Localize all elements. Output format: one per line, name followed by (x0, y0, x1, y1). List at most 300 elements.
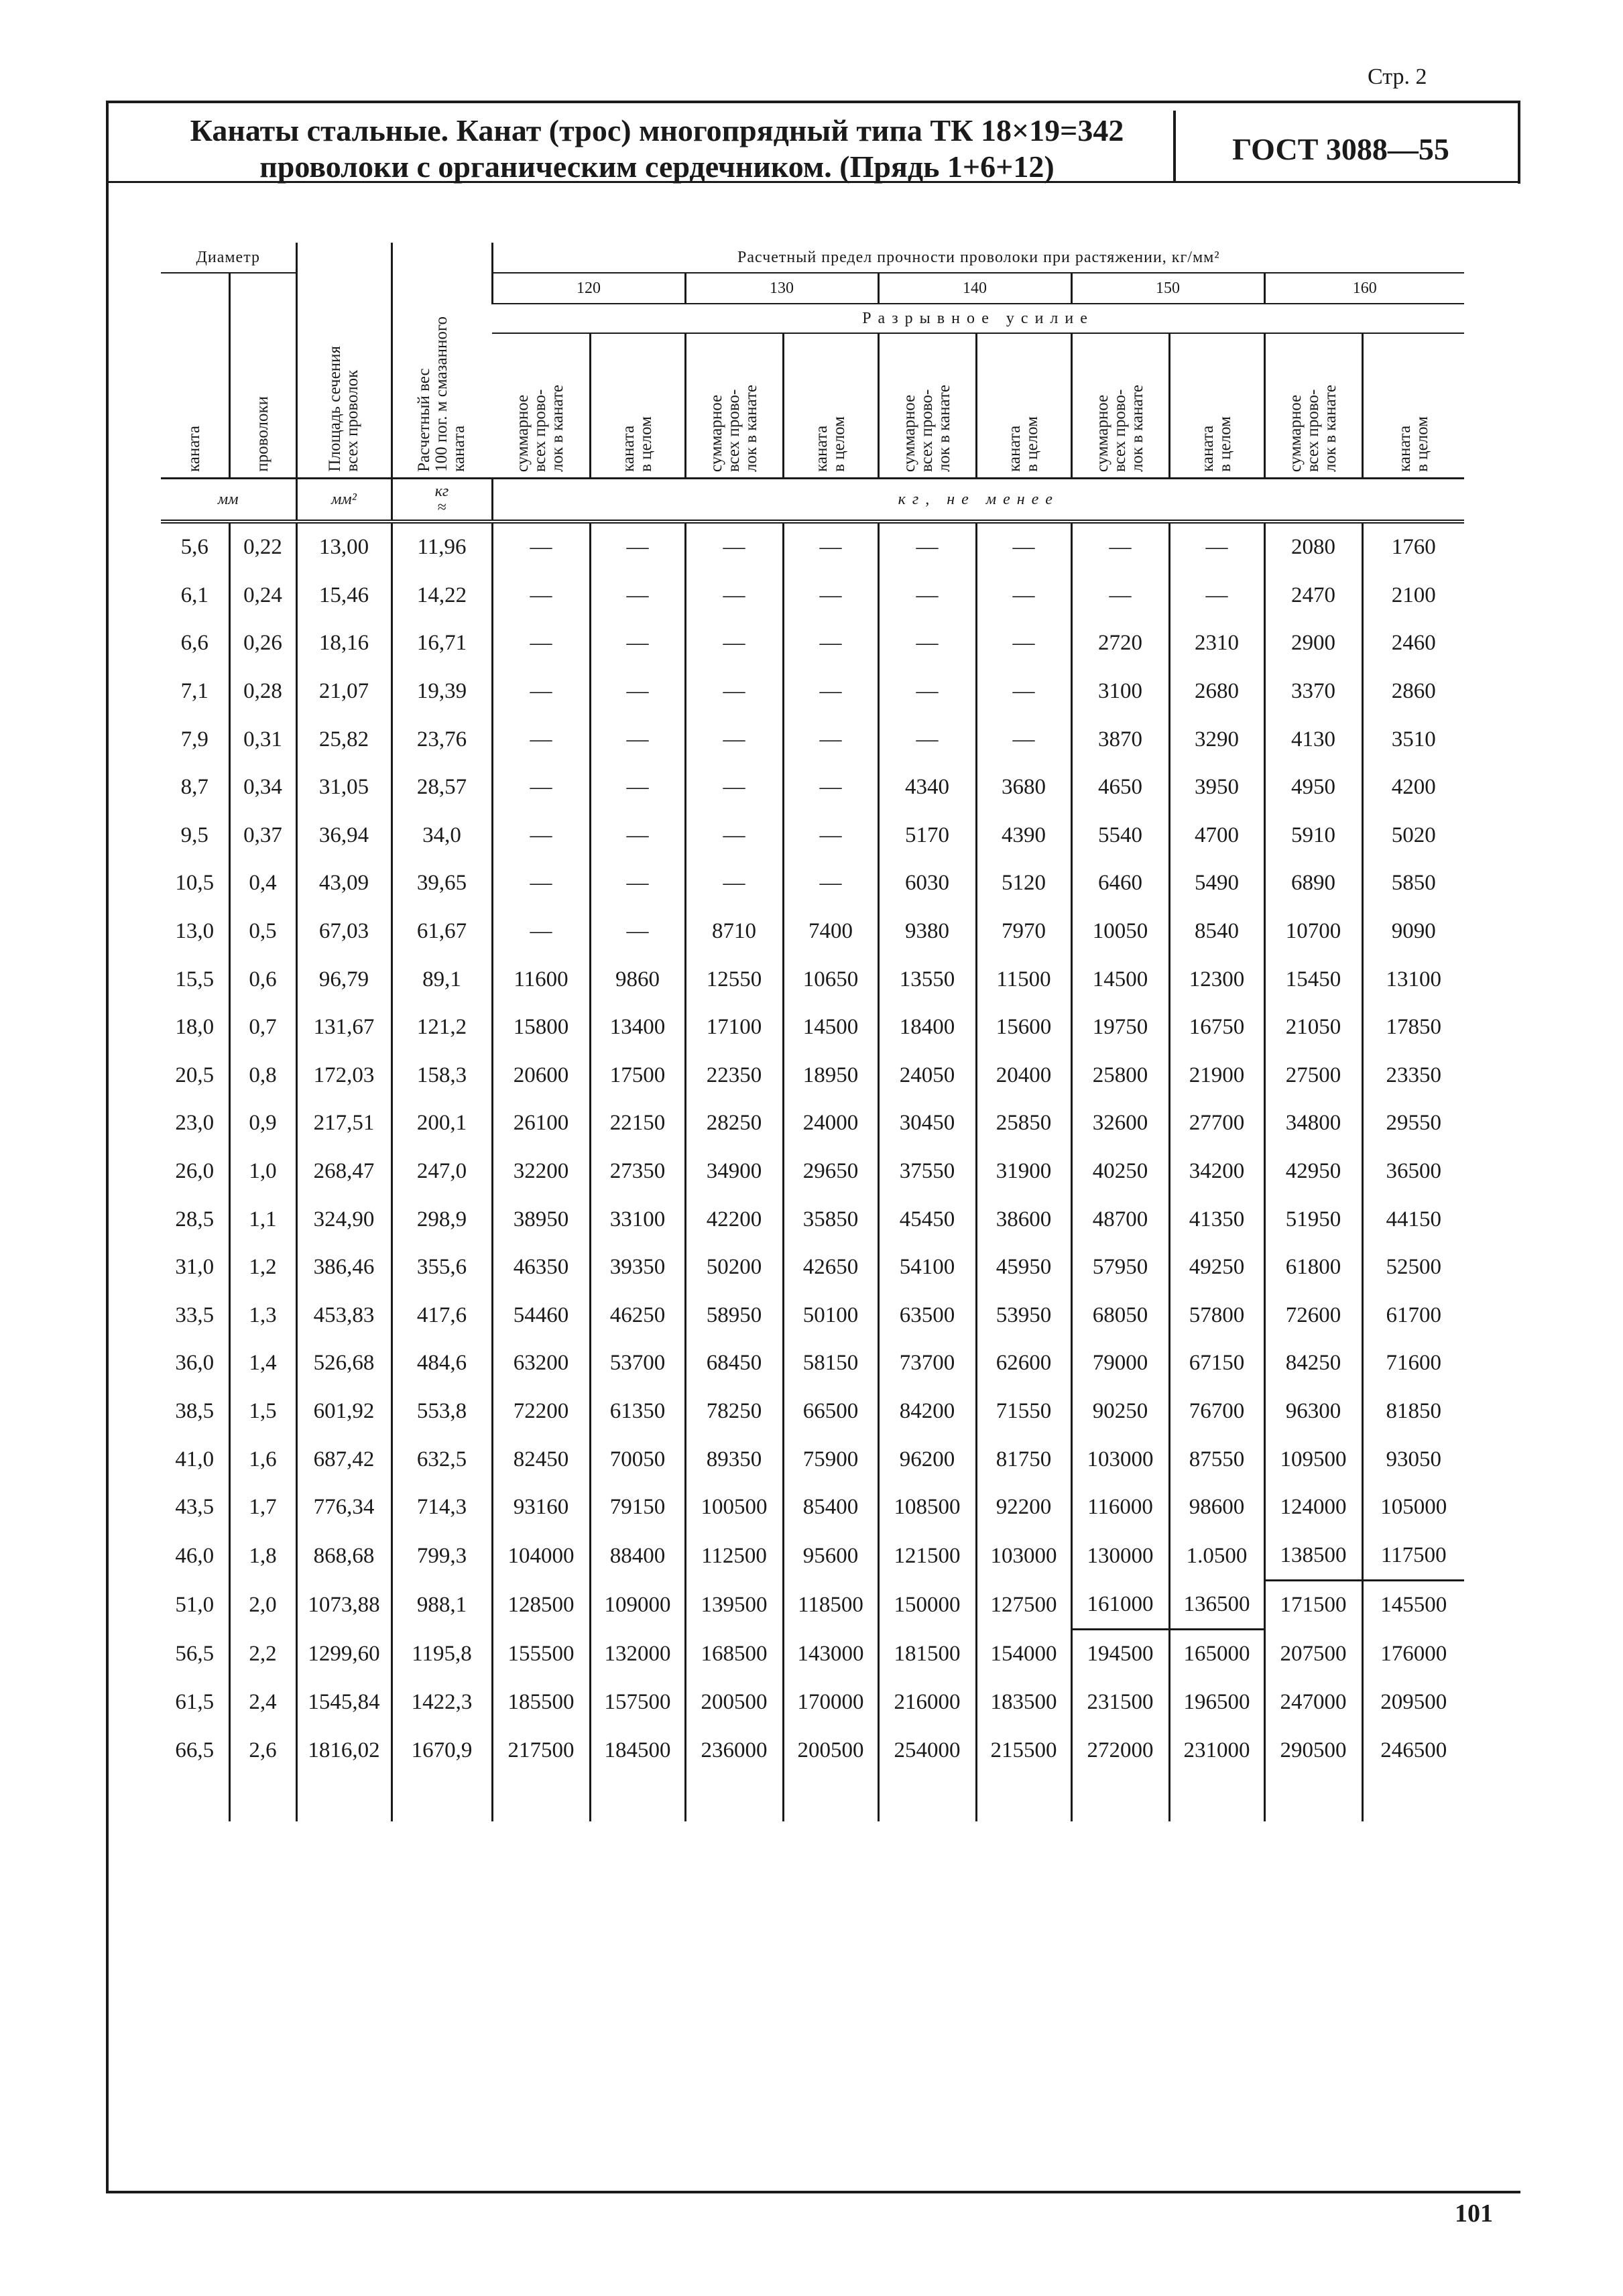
table-tail-row (161, 1774, 1464, 1821)
table-cell: 32600 (1071, 1099, 1169, 1148)
wire-diameter-header: проволоки (229, 273, 296, 479)
table-cell: 0,24 (229, 572, 296, 620)
table-cell: 37550 (878, 1148, 976, 1196)
table-cell-empty (590, 1774, 685, 1821)
table-cell: 57800 (1169, 1292, 1264, 1340)
table-cell: 20600 (492, 1052, 590, 1100)
table-cell: — (976, 522, 1071, 572)
table-cell: 118500 (783, 1581, 878, 1630)
table-cell: 78250 (685, 1388, 783, 1436)
table-cell: 200500 (685, 1679, 783, 1727)
table-cell: 170000 (783, 1679, 878, 1727)
table-cell: 161000 (1071, 1581, 1169, 1630)
table-cell: — (685, 715, 783, 764)
table-cell: 1,1 (229, 1195, 296, 1244)
table-cell: 112500 (685, 1531, 783, 1580)
table-cell: — (1169, 572, 1264, 620)
table-cell: — (1071, 522, 1169, 572)
table-cell: 868,68 (296, 1531, 392, 1580)
table-cell: 34200 (1169, 1148, 1264, 1196)
table-cell: 72600 (1264, 1292, 1362, 1340)
table-cell: — (492, 715, 590, 764)
table-cell: — (492, 812, 590, 860)
table-cell: 27350 (590, 1148, 685, 1196)
table-cell: 231500 (1071, 1679, 1169, 1727)
table-cell: 15,46 (296, 572, 392, 620)
table-row (161, 764, 1464, 812)
table-cell: 56,5 (175, 1641, 215, 1666)
grade-150: 150 (1071, 273, 1264, 304)
table-cell: 165000 (1169, 1630, 1264, 1679)
table-row (161, 715, 1464, 764)
table-cell: 16,71 (392, 619, 492, 668)
table-cell: 79000 (1071, 1339, 1169, 1388)
table-cell: 0,4 (229, 859, 296, 908)
table-cell: 34900 (685, 1148, 783, 1196)
table-cell: 184500 (590, 1726, 685, 1774)
table-cell: 54460 (492, 1292, 590, 1340)
table-cell: 71550 (976, 1388, 1071, 1436)
page-label: Стр. 2 (1368, 64, 1427, 89)
table-cell: 355,6 (392, 1244, 492, 1292)
table-cell: 36,94 (296, 812, 392, 860)
table-cell: 71600 (1362, 1339, 1464, 1388)
table-cell: 108500 (878, 1484, 976, 1532)
table-cell: 5020 (1362, 812, 1464, 860)
table-cell: 0,8 (229, 1052, 296, 1100)
document-title: Канаты стальные. Канат (трос) многопрядный типа ТК 18×19=342 проволоки с органическим сердечником. (Прядь 1+6+12) (190, 113, 1124, 184)
table-cell: 1,0 (229, 1148, 296, 1196)
page-frame-right (1518, 101, 1520, 184)
table-cell: 28,57 (392, 764, 492, 812)
table-cell: — (590, 812, 685, 860)
table-cell: 128500 (492, 1581, 590, 1630)
table-cell: 0,34 (229, 764, 296, 812)
table-cell: 23350 (1362, 1052, 1464, 1100)
table-cell: 176000 (1362, 1630, 1464, 1679)
table-cell: 5120 (976, 859, 1071, 908)
table-cell: 124000 (1264, 1484, 1362, 1532)
table-cell: 13,0 (175, 919, 215, 944)
table-cell: — (878, 619, 976, 668)
table-cell: 1545,84 (296, 1679, 392, 1727)
total-wires-header-150: суммарное всех прово- лок в канате (1071, 333, 1169, 479)
table-cell: 87550 (1169, 1435, 1264, 1484)
rope-diameter-header: каната (161, 273, 229, 479)
table-cell: 5850 (1362, 859, 1464, 908)
table-cell: 1,3 (229, 1292, 296, 1340)
rope-whole-header-160: каната в целом (1362, 333, 1464, 479)
table-row (161, 1630, 1464, 1679)
table-cell: — (1071, 572, 1169, 620)
table-cell: 96,79 (296, 955, 392, 1004)
table-cell: — (976, 668, 1071, 716)
table-cell-empty (783, 1774, 878, 1821)
table-cell: 4200 (1362, 764, 1464, 812)
table-cell: 72200 (492, 1388, 590, 1436)
table-cell: 76700 (1169, 1388, 1264, 1436)
table-cell: 687,42 (296, 1435, 392, 1484)
table-cell: 2,4 (229, 1679, 296, 1727)
table-cell: 9860 (590, 955, 685, 1004)
table-cell: 6,6 (180, 631, 208, 656)
table-cell: — (783, 572, 878, 620)
table-cell: 82450 (492, 1435, 590, 1484)
table-cell: — (590, 908, 685, 956)
table-cell: 5,6 (180, 535, 208, 560)
table-cell: — (685, 619, 783, 668)
table-cell: — (685, 859, 783, 908)
table-cell: 40250 (1071, 1148, 1169, 1196)
table-cell: 24050 (878, 1052, 976, 1100)
table-cell-empty (1169, 1774, 1264, 1821)
table-cell: 8,7 (180, 775, 208, 800)
table-cell: 33100 (590, 1195, 685, 1244)
table-cell: 3510 (1362, 715, 1464, 764)
table-cell: 1422,3 (392, 1679, 492, 1727)
table-cell: 52500 (1362, 1244, 1464, 1292)
table-cell: 127500 (976, 1581, 1071, 1630)
table-cell: 51950 (1264, 1195, 1362, 1244)
table-cell: 116000 (1071, 1484, 1169, 1532)
table-cell: 25,82 (296, 715, 392, 764)
page-number: 101 (1455, 2199, 1493, 2228)
table-cell: 19,39 (392, 668, 492, 716)
table-cell: 196500 (1169, 1679, 1264, 1727)
table-cell: 90250 (1071, 1388, 1169, 1436)
table-cell: 66,5 (175, 1738, 215, 1762)
table-cell: 38600 (976, 1195, 1071, 1244)
table-cell: — (492, 572, 590, 620)
table-cell: 84250 (1264, 1339, 1362, 1388)
unit-diameter: мм (161, 479, 296, 522)
table-cell: — (783, 764, 878, 812)
table-cell: 58150 (783, 1339, 878, 1388)
table-cell: 0,28 (229, 668, 296, 716)
weight-header: Расчетный вес 100 пог. м смазанного каната (392, 243, 492, 479)
table-cell: — (783, 859, 878, 908)
table-cell: 3100 (1071, 668, 1169, 716)
table-cell: 3290 (1169, 715, 1264, 764)
table-cell: 526,68 (296, 1339, 392, 1388)
table-cell: — (783, 619, 878, 668)
table-cell: 22150 (590, 1099, 685, 1148)
table-row (161, 1339, 1464, 1388)
table-cell: — (685, 812, 783, 860)
table-cell: 24000 (783, 1099, 878, 1148)
table-cell: 6,1 (180, 583, 208, 607)
table-cell: 1760 (1362, 522, 1464, 572)
table-cell: 11500 (976, 955, 1071, 1004)
table-cell: 28,5 (175, 1207, 215, 1231)
table-cell: 103000 (976, 1531, 1071, 1580)
table-cell: 139500 (685, 1581, 783, 1630)
table-cell: 150000 (878, 1581, 976, 1630)
table-cell: 4950 (1264, 764, 1362, 812)
table-cell: 61,67 (392, 908, 492, 956)
table-cell: 601,92 (296, 1388, 392, 1436)
table-cell: 51,0 (175, 1592, 215, 1617)
table-cell: 172,03 (296, 1052, 392, 1100)
table-cell: 714,3 (392, 1484, 492, 1532)
table-cell: 6890 (1264, 859, 1362, 908)
table-cell: 386,46 (296, 1244, 392, 1292)
table-cell: 246500 (1362, 1726, 1464, 1774)
table-cell: 25850 (976, 1099, 1071, 1148)
table-cell: 39350 (590, 1244, 685, 1292)
table-cell: 84200 (878, 1388, 976, 1436)
table-cell: 79150 (590, 1484, 685, 1532)
table-cell: 92200 (976, 1484, 1071, 1532)
table-cell: 53950 (976, 1292, 1071, 1340)
table-cell: 13400 (590, 1004, 685, 1052)
table-cell: 216000 (878, 1679, 976, 1727)
breaking-force-header: Разрывное усилие (492, 304, 1464, 333)
page-frame-left (106, 101, 109, 2192)
table-cell: 67150 (1169, 1339, 1264, 1388)
table-cell: 2860 (1362, 668, 1464, 716)
table-row (161, 1195, 1464, 1244)
strength-header: Расчетный предел прочности проволоки при растяжении, кг/мм² (492, 243, 1464, 273)
table-cell: 3950 (1169, 764, 1264, 812)
table-cell: 298,9 (392, 1195, 492, 1244)
table-cell: 28250 (685, 1099, 783, 1148)
table-cell: 53700 (590, 1339, 685, 1388)
table-cell: — (685, 572, 783, 620)
table-row (161, 955, 1464, 1004)
table-cell: 2460 (1362, 619, 1464, 668)
table-cell: 42200 (685, 1195, 783, 1244)
table-cell: 61800 (1264, 1244, 1362, 1292)
table-cell: 9,5 (180, 823, 208, 847)
table-cell: 4390 (976, 812, 1071, 860)
table-cell: 130000 (1071, 1531, 1169, 1580)
table-cell: 48700 (1071, 1195, 1169, 1244)
table-cell: 18950 (783, 1052, 878, 1100)
table-cell: 1,8 (229, 1531, 296, 1580)
title-frame-top (106, 101, 1520, 103)
table-cell: 38,5 (175, 1398, 215, 1423)
table-cell: 9090 (1362, 908, 1464, 956)
table-cell-empty (1362, 1774, 1464, 1821)
table-cell: 453,83 (296, 1292, 392, 1340)
table-cell-empty (296, 1774, 392, 1821)
table-row (161, 812, 1464, 860)
table-cell-empty (161, 1774, 229, 1821)
table-cell: 13,00 (296, 522, 392, 572)
table-cell: 0,7 (229, 1004, 296, 1052)
total-wires-header-140: суммарное всех прово- лок в канате (878, 333, 976, 479)
table-cell: 15800 (492, 1004, 590, 1052)
table-cell: 18,0 (175, 1015, 215, 1040)
table-cell: 95600 (783, 1531, 878, 1580)
table-cell: 254000 (878, 1726, 976, 1774)
table-cell: 31,05 (296, 764, 392, 812)
table-cell: — (783, 668, 878, 716)
table-cell: — (976, 619, 1071, 668)
table-row (161, 1052, 1464, 1100)
table-cell: 10650 (783, 955, 878, 1004)
title-divider (1173, 111, 1176, 181)
table-cell: 15,5 (175, 967, 215, 991)
table-cell: 19750 (1071, 1004, 1169, 1052)
table-cell: 46250 (590, 1292, 685, 1340)
table-cell: 96200 (878, 1435, 976, 1484)
table-cell: 68050 (1071, 1292, 1169, 1340)
table-cell: 2900 (1264, 619, 1362, 668)
table-row (161, 1004, 1464, 1052)
table-cell: 66500 (783, 1388, 878, 1436)
table-cell: 61350 (590, 1388, 685, 1436)
table-cell: 1299,60 (296, 1630, 392, 1679)
table-cell: 5910 (1264, 812, 1362, 860)
table-cell: 2100 (1362, 572, 1464, 620)
table-cell: 26,0 (175, 1159, 215, 1184)
table-cell: 324,90 (296, 1195, 392, 1244)
table-cell: — (492, 908, 590, 956)
table-cell: 54100 (878, 1244, 976, 1292)
table-row (161, 1679, 1464, 1727)
table-cell: — (590, 668, 685, 716)
table-cell: 17500 (590, 1052, 685, 1100)
table-cell: 2080 (1264, 522, 1362, 572)
table-cell: — (878, 522, 976, 572)
table-cell: — (976, 715, 1071, 764)
table-cell: 103000 (1071, 1435, 1169, 1484)
table-cell: 988,1 (392, 1581, 492, 1630)
table-cell: 7400 (783, 908, 878, 956)
table-cell: — (783, 715, 878, 764)
table-row (161, 1099, 1464, 1148)
table-cell-empty (976, 1774, 1071, 1821)
diameter-header: Диаметр (161, 243, 296, 273)
table-cell: 63500 (878, 1292, 976, 1340)
table-cell: 21050 (1264, 1004, 1362, 1052)
table-cell: 70050 (590, 1435, 685, 1484)
table-cell: 34,0 (392, 812, 492, 860)
table-cell: — (878, 668, 976, 716)
table-cell: 96300 (1264, 1388, 1362, 1436)
table-cell: 44150 (1362, 1195, 1464, 1244)
table-cell: 68450 (685, 1339, 783, 1388)
table-cell: 2,0 (229, 1581, 296, 1630)
table-cell: — (590, 572, 685, 620)
table-cell-empty (392, 1774, 492, 1821)
table-cell: 8540 (1169, 908, 1264, 956)
table-cell: 93160 (492, 1484, 590, 1532)
table-cell: 21900 (1169, 1052, 1264, 1100)
table-cell: 145500 (1362, 1581, 1464, 1630)
table-cell: 236000 (685, 1726, 783, 1774)
table-cell: 0,37 (229, 812, 296, 860)
table-cell: 93050 (1362, 1435, 1464, 1484)
table-cell: 117500 (1362, 1531, 1464, 1580)
table-cell: 1670,9 (392, 1726, 492, 1774)
table-row (161, 572, 1464, 620)
table-cell: 29550 (1362, 1099, 1464, 1148)
table-cell: — (878, 572, 976, 620)
table-cell: 7,9 (180, 727, 208, 751)
table-cell: — (590, 715, 685, 764)
table-cell: 247000 (1264, 1679, 1362, 1727)
table-cell: 49250 (1169, 1244, 1264, 1292)
table-cell: 2470 (1264, 572, 1362, 620)
table-cell: — (685, 764, 783, 812)
table-cell: — (492, 619, 590, 668)
table-cell: 155500 (492, 1630, 590, 1679)
table-cell: 85400 (783, 1484, 878, 1532)
table-cell: — (492, 764, 590, 812)
table-cell: — (590, 764, 685, 812)
table-cell: 75900 (783, 1435, 878, 1484)
table-cell: 1,2 (229, 1244, 296, 1292)
table-cell-empty (878, 1774, 976, 1821)
table-cell-empty (1071, 1774, 1169, 1821)
table-cell: 272000 (1071, 1726, 1169, 1774)
table-cell: 23,76 (392, 715, 492, 764)
table-cell: 2680 (1169, 668, 1264, 716)
table-cell: 73700 (878, 1339, 976, 1388)
table-row (161, 859, 1464, 908)
table-cell: 45450 (878, 1195, 976, 1244)
table-cell: 17100 (685, 1004, 783, 1052)
table-cell: 11,96 (392, 522, 492, 572)
table-cell: 29650 (783, 1148, 878, 1196)
table-cell: 776,34 (296, 1484, 392, 1532)
table-cell: 58950 (685, 1292, 783, 1340)
table-row (161, 1292, 1464, 1340)
table-cell: 4340 (878, 764, 976, 812)
table-cell: 109500 (1264, 1435, 1362, 1484)
table-cell: 89350 (685, 1435, 783, 1484)
table-cell: 132000 (590, 1630, 685, 1679)
table-cell: 157500 (590, 1679, 685, 1727)
table-cell: — (492, 522, 590, 572)
table-cell: 0,31 (229, 715, 296, 764)
table-cell-empty (492, 1774, 590, 1821)
table-cell: 2,2 (229, 1630, 296, 1679)
rope-whole-header-130: каната в целом (783, 333, 878, 479)
table-cell: 14500 (783, 1004, 878, 1052)
table-cell: 1,4 (229, 1339, 296, 1388)
table-cell: 18400 (878, 1004, 976, 1052)
table-cell: — (976, 572, 1071, 620)
table-cell: 104000 (492, 1531, 590, 1580)
table-cell: 7970 (976, 908, 1071, 956)
table-cell: 62600 (976, 1339, 1071, 1388)
table-cell: 16750 (1169, 1004, 1264, 1052)
table-cell: 14500 (1071, 955, 1169, 1004)
table-cell: 39,65 (392, 859, 492, 908)
table-cell: 158,3 (392, 1052, 492, 1100)
table-row (161, 1435, 1464, 1484)
table-row (161, 1244, 1464, 1292)
table-cell: 4650 (1071, 764, 1169, 812)
table-cell: 35850 (783, 1195, 878, 1244)
table-cell: 20,5 (175, 1063, 215, 1087)
table-cell: 2,6 (229, 1726, 296, 1774)
table-cell: 11600 (492, 955, 590, 1004)
table-cell: 42650 (783, 1244, 878, 1292)
unit-area: мм² (296, 479, 392, 522)
table-body (161, 522, 1464, 1821)
table-cell: 105000 (1362, 1484, 1464, 1532)
table-cell: 217500 (492, 1726, 590, 1774)
table-cell: 42950 (1264, 1148, 1362, 1196)
table-cell: — (878, 715, 976, 764)
table-cell: 2720 (1071, 619, 1169, 668)
table-cell: 10,5 (175, 871, 215, 896)
